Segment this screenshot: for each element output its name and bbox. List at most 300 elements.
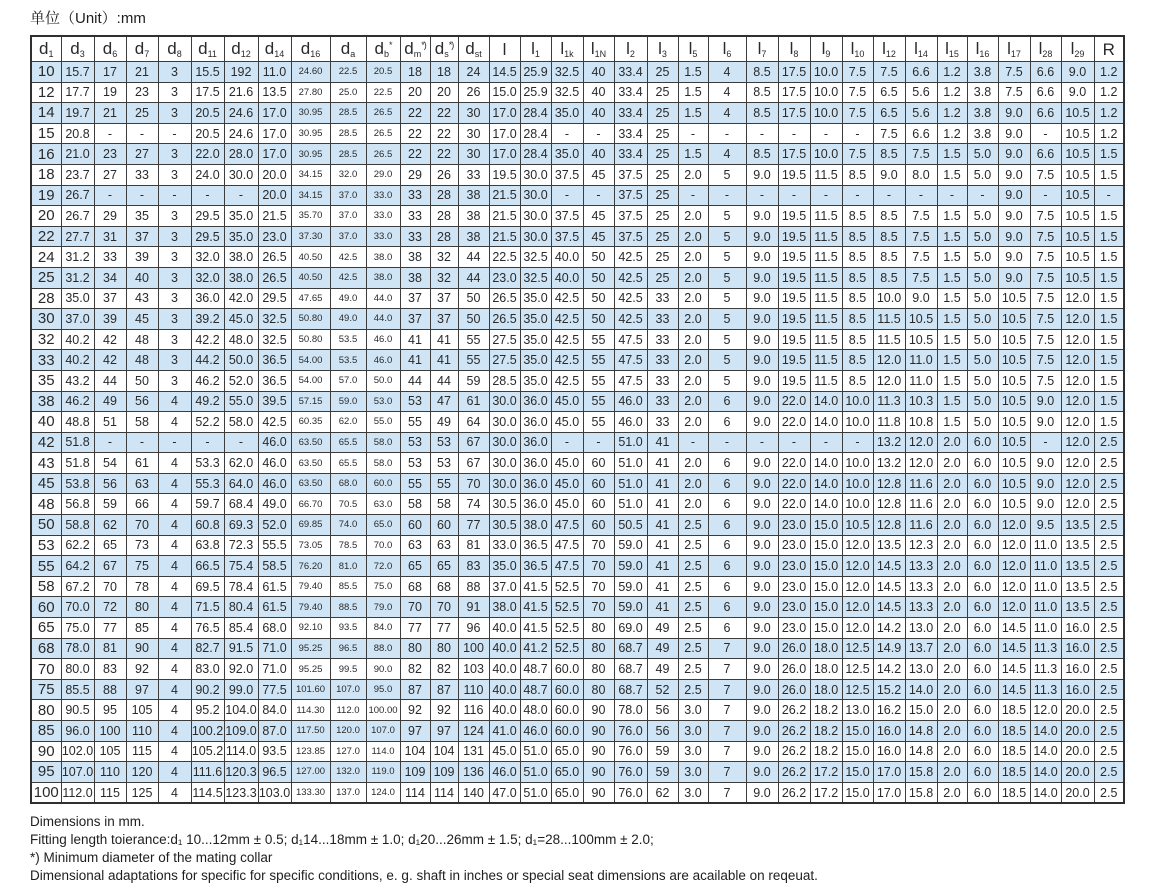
cell-d1: 60 <box>31 597 61 618</box>
cell-db: 20.5 <box>366 62 400 83</box>
cell-l28: 14.0 <box>1030 721 1061 742</box>
cell-l5: 2.0 <box>678 453 708 474</box>
cell-l14: 6.6 <box>905 123 937 144</box>
cell-l3: 25 <box>647 144 678 165</box>
cell-l15: 1.5 <box>937 329 967 350</box>
cell-l5: 2.0 <box>678 226 708 247</box>
cell-l9: 11.5 <box>810 309 842 330</box>
cell-l14: 12.3 <box>905 535 937 556</box>
col-header-dst: $d_{st}$ <box>458 36 489 62</box>
cell-db: 38.0 <box>366 247 400 268</box>
cell-r: 2.5 <box>1094 762 1124 783</box>
cell-d14: 58.5 <box>258 556 291 577</box>
cell-da: 37.0 <box>330 185 366 206</box>
cell-d7: - <box>126 123 158 144</box>
cell-d11: 32.0 <box>191 267 224 288</box>
cell-d16: 63.50 <box>291 432 330 453</box>
cell-dm: 68 <box>400 576 430 597</box>
cell-l29: 12.0 <box>1061 391 1094 412</box>
cell-da: 107.0 <box>330 679 366 700</box>
cell-d14: 17.0 <box>258 103 291 124</box>
cell-l6: 6 <box>708 556 746 577</box>
cell-d8: 3 <box>158 329 191 350</box>
cell-dm: 77 <box>400 618 430 639</box>
cell-da: 96.5 <box>330 638 366 659</box>
cell-l3: 25 <box>647 164 678 185</box>
cell-l29: 10.5 <box>1061 123 1094 144</box>
cell-da: 53.5 <box>330 350 366 371</box>
cell-l17: 14.5 <box>998 638 1030 659</box>
cell-l5: 2.0 <box>678 288 708 309</box>
cell-l29: 9.0 <box>1061 62 1094 83</box>
cell-l1: 35.0 <box>520 329 551 350</box>
cell-d6: 17 <box>94 62 126 83</box>
cell-l3: 41 <box>647 432 678 453</box>
cell-l7: 9.0 <box>746 700 778 721</box>
col-header-r: R <box>1094 36 1124 62</box>
cell-l1k: 52.5 <box>551 597 583 618</box>
cell-d6: 29 <box>94 206 126 227</box>
cell-l17: 10.5 <box>998 432 1030 453</box>
cell-l8: 19.5 <box>778 164 810 185</box>
cell-db: 75.0 <box>366 576 400 597</box>
cell-l1k: 42.5 <box>551 370 583 391</box>
cell-l9: 10.0 <box>810 103 842 124</box>
cell-l15: - <box>937 185 967 206</box>
cell-d3: 40.2 <box>61 350 94 371</box>
cell-l14: 14.8 <box>905 741 937 762</box>
cell-l3: 41 <box>647 576 678 597</box>
cell-db: 29.0 <box>366 164 400 185</box>
cell-d3: 102.0 <box>61 741 94 762</box>
cell-d16: 114.30 <box>291 700 330 721</box>
cell-l29: 12.0 <box>1061 309 1094 330</box>
cell-db: 58.0 <box>366 453 400 474</box>
cell-d7: 43 <box>126 288 158 309</box>
cell-d14: 71.0 <box>258 659 291 680</box>
cell-l28: 11.0 <box>1030 556 1061 577</box>
cell-l1n: - <box>583 123 614 144</box>
cell-d16: 37.30 <box>291 226 330 247</box>
cell-l1: 48.7 <box>520 659 551 680</box>
cell-l3: 41 <box>647 494 678 515</box>
cell-l16: 5.0 <box>967 412 998 433</box>
cell-l2: 37.5 <box>614 206 647 227</box>
cell-d6: - <box>94 432 126 453</box>
cell-l15: 2.0 <box>937 576 967 597</box>
cell-l1k: 45.0 <box>551 494 583 515</box>
cell-d7: 48 <box>126 329 158 350</box>
cell-l9: 14.0 <box>810 473 842 494</box>
cell-d16: 101.60 <box>291 679 330 700</box>
cell-l1: 30.0 <box>520 164 551 185</box>
col-header-d1: $d_1$ <box>31 36 61 62</box>
cell-l8: 26.0 <box>778 679 810 700</box>
cell-d3: 21.0 <box>61 144 94 165</box>
cell-l5: 3.0 <box>678 700 708 721</box>
cell-d16: 57.15 <box>291 391 330 412</box>
cell-d8: 3 <box>158 206 191 227</box>
cell-l1k: 35.0 <box>551 144 583 165</box>
cell-d6: 105 <box>94 741 126 762</box>
cell-d6: 59 <box>94 494 126 515</box>
cell-d16: 35.70 <box>291 206 330 227</box>
col-header-dm: $d_m^{*)}$ <box>400 36 430 62</box>
cell-d6: 33 <box>94 247 126 268</box>
cell-l1n: 60 <box>583 473 614 494</box>
cell-l2: 46.0 <box>614 391 647 412</box>
cell-l14: 15.0 <box>905 700 937 721</box>
cell-d14: 68.0 <box>258 618 291 639</box>
cell-l1k: 35.0 <box>551 103 583 124</box>
cell-l1: 30.0 <box>520 185 551 206</box>
cell-l6: 7 <box>708 659 746 680</box>
cell-ds: 77 <box>430 618 458 639</box>
cell-l6: 7 <box>708 638 746 659</box>
cell-l: 15.0 <box>489 82 520 103</box>
cell-l17: 9.0 <box>998 206 1030 227</box>
cell-r: 1.5 <box>1094 247 1124 268</box>
cell-l28: 12.0 <box>1030 700 1061 721</box>
cell-dst: 64 <box>458 412 489 433</box>
cell-da: 99.5 <box>330 659 366 680</box>
cell-l29: 12.0 <box>1061 453 1094 474</box>
cell-l16: 6.0 <box>967 494 998 515</box>
cell-da: 42.5 <box>330 247 366 268</box>
cell-l7: 9.0 <box>746 350 778 371</box>
table-row-d1-18 <box>31 164 1124 185</box>
cell-l14: 13.3 <box>905 597 937 618</box>
col-header-d12: $d_{12}$ <box>224 36 258 62</box>
cell-d1: 40 <box>31 412 61 433</box>
cell-d11: 20.5 <box>191 123 224 144</box>
cell-l8: 19.5 <box>778 370 810 391</box>
cell-l16: 5.0 <box>967 288 998 309</box>
cell-dst: 61 <box>458 391 489 412</box>
cell-l10: 7.5 <box>842 82 873 103</box>
cell-d14: 46.0 <box>258 432 291 453</box>
cell-d12: 64.0 <box>224 473 258 494</box>
cell-l17: 12.0 <box>998 576 1030 597</box>
cell-d8: 3 <box>158 247 191 268</box>
col-header-l17: $l_{17}$ <box>998 36 1030 62</box>
cell-l1n: 90 <box>583 782 614 803</box>
cell-d3: 58.8 <box>61 515 94 536</box>
cell-l1: 46.0 <box>520 721 551 742</box>
cell-l1n: 90 <box>583 762 614 783</box>
cell-l10: 12.0 <box>842 597 873 618</box>
cell-d11: 44.2 <box>191 350 224 371</box>
cell-l15: 1.5 <box>937 247 967 268</box>
cell-d1: 18 <box>31 164 61 185</box>
cell-d12: - <box>224 432 258 453</box>
cell-l12: 16.0 <box>873 741 905 762</box>
cell-l1n: 45 <box>583 226 614 247</box>
cell-d7: 58 <box>126 412 158 433</box>
cell-d6: 110 <box>94 762 126 783</box>
table-row-d1-35 <box>31 370 1124 391</box>
cell-d8: 4 <box>158 473 191 494</box>
cell-d12: 104.0 <box>224 700 258 721</box>
col-header-l15: $l_{15}$ <box>937 36 967 62</box>
cell-l28: 11.0 <box>1030 597 1061 618</box>
cell-l8: 19.5 <box>778 329 810 350</box>
cell-l: 27.5 <box>489 329 520 350</box>
cell-l8: 23.0 <box>778 618 810 639</box>
cell-l14: 7.5 <box>905 144 937 165</box>
cell-l2: 42.5 <box>614 267 647 288</box>
cell-l16: 6.0 <box>967 515 998 536</box>
cell-d7: 33 <box>126 164 158 185</box>
cell-l28: 6.6 <box>1030 103 1061 124</box>
cell-d16: 54.00 <box>291 370 330 391</box>
cell-l1n: 80 <box>583 679 614 700</box>
cell-l12: 14.9 <box>873 638 905 659</box>
cell-l8: 22.0 <box>778 494 810 515</box>
cell-l5: 2.0 <box>678 391 708 412</box>
cell-d8: 3 <box>158 62 191 83</box>
cell-l6: - <box>708 432 746 453</box>
cell-l28: 7.5 <box>1030 370 1061 391</box>
cell-d14: 26.5 <box>258 267 291 288</box>
cell-l29: 13.5 <box>1061 535 1094 556</box>
cell-l6: 5 <box>708 309 746 330</box>
cell-l2: 42.5 <box>614 309 647 330</box>
cell-ds: 26 <box>430 164 458 185</box>
cell-l5: 2.5 <box>678 597 708 618</box>
cell-l15: 2.0 <box>937 762 967 783</box>
cell-l6: 5 <box>708 247 746 268</box>
cell-l1: 32.5 <box>520 247 551 268</box>
cell-l16: 3.8 <box>967 62 998 83</box>
cell-l12: 15.2 <box>873 679 905 700</box>
cell-l12: 6.5 <box>873 103 905 124</box>
col-header-l: l <box>489 36 520 62</box>
cell-l1n: 45 <box>583 206 614 227</box>
cell-l9: 15.0 <box>810 618 842 639</box>
cell-l1: 25.9 <box>520 82 551 103</box>
cell-l29: 12.0 <box>1061 329 1094 350</box>
cell-d8: 4 <box>158 762 191 783</box>
cell-l14: 7.5 <box>905 206 937 227</box>
cell-dm: 22 <box>400 144 430 165</box>
cell-dm: 53 <box>400 453 430 474</box>
cell-l8: 17.5 <box>778 82 810 103</box>
cell-d1: 32 <box>31 329 61 350</box>
cell-d6: 42 <box>94 350 126 371</box>
cell-d11: 82.7 <box>191 638 224 659</box>
cell-l17: 9.0 <box>998 123 1030 144</box>
cell-l1n: 80 <box>583 618 614 639</box>
cell-ds: 97 <box>430 721 458 742</box>
cell-l9: 11.5 <box>810 206 842 227</box>
cell-l6: 6 <box>708 412 746 433</box>
cell-l28: 14.0 <box>1030 762 1061 783</box>
cell-d12: 78.4 <box>224 576 258 597</box>
cell-d3: 31.2 <box>61 247 94 268</box>
cell-l28: 11.0 <box>1030 535 1061 556</box>
cell-l5: 3.0 <box>678 741 708 762</box>
cell-d11: 52.2 <box>191 412 224 433</box>
cell-l2: 69.0 <box>614 618 647 639</box>
cell-l10: - <box>842 123 873 144</box>
cell-d11: 105.2 <box>191 741 224 762</box>
cell-l14: 10.8 <box>905 412 937 433</box>
cell-l1k: 42.5 <box>551 309 583 330</box>
cell-dm: 92 <box>400 700 430 721</box>
cell-d1: 30 <box>31 309 61 330</box>
cell-d7: 21 <box>126 62 158 83</box>
cell-d11: - <box>191 432 224 453</box>
cell-dm: 55 <box>400 473 430 494</box>
cell-d8: 4 <box>158 700 191 721</box>
cell-d3: 62.2 <box>61 535 94 556</box>
table-row-d1-42 <box>31 432 1124 453</box>
cell-d14: 23.0 <box>258 226 291 247</box>
cell-dst: 70 <box>458 473 489 494</box>
cell-l15: 1.5 <box>937 206 967 227</box>
cell-d3: 56.8 <box>61 494 94 515</box>
cell-d11: 63.8 <box>191 535 224 556</box>
table-row-d1-68 <box>31 638 1124 659</box>
cell-ds: 58 <box>430 494 458 515</box>
cell-l7: 9.0 <box>746 535 778 556</box>
cell-d1: 42 <box>31 432 61 453</box>
cell-da: 112.0 <box>330 700 366 721</box>
cell-l16: 5.0 <box>967 350 998 371</box>
cell-l16: 5.0 <box>967 370 998 391</box>
cell-l12: 14.5 <box>873 556 905 577</box>
cell-d7: 97 <box>126 679 158 700</box>
cell-l10: 10.0 <box>842 412 873 433</box>
cell-r: 2.5 <box>1094 741 1124 762</box>
cell-ds: 109 <box>430 762 458 783</box>
cell-d11: 17.5 <box>191 82 224 103</box>
cell-l12: 12.8 <box>873 494 905 515</box>
cell-d14: 20.0 <box>258 164 291 185</box>
cell-l12: 8.5 <box>873 247 905 268</box>
cell-da: 37.0 <box>330 226 366 247</box>
cell-ds: 37 <box>430 309 458 330</box>
cell-l15: 2.0 <box>937 721 967 742</box>
cell-dm: 20 <box>400 82 430 103</box>
cell-dm: 55 <box>400 412 430 433</box>
cell-l8: 23.0 <box>778 535 810 556</box>
cell-d11: 24.0 <box>191 164 224 185</box>
cell-l5: - <box>678 432 708 453</box>
cell-dst: 110 <box>458 679 489 700</box>
cell-l1n: 55 <box>583 329 614 350</box>
cell-l3: 33 <box>647 350 678 371</box>
cell-l29: 10.5 <box>1061 247 1094 268</box>
table-row-d1-80 <box>31 700 1124 721</box>
table-row-d1-70 <box>31 659 1124 680</box>
cell-l28: 6.6 <box>1030 82 1061 103</box>
cell-l16: 6.0 <box>967 700 998 721</box>
cell-d12: 99.0 <box>224 679 258 700</box>
cell-l1: 25.9 <box>520 62 551 83</box>
cell-d6: 44 <box>94 370 126 391</box>
cell-l5: - <box>678 123 708 144</box>
cell-l15: 1.5 <box>937 164 967 185</box>
cell-d12: 21.6 <box>224 82 258 103</box>
cell-r: 1.5 <box>1094 391 1124 412</box>
cell-l28: 7.5 <box>1030 309 1061 330</box>
cell-l10: 8.5 <box>842 226 873 247</box>
cell-l1n: 45 <box>583 164 614 185</box>
cell-d3: 19.7 <box>61 103 94 124</box>
cell-ds: 49 <box>430 412 458 433</box>
cell-l: 21.5 <box>489 185 520 206</box>
cell-l5: 2.0 <box>678 247 708 268</box>
cell-l1: 36.0 <box>520 412 551 433</box>
cell-l10: 8.5 <box>842 309 873 330</box>
cell-d6: 27 <box>94 164 126 185</box>
cell-dm: 41 <box>400 350 430 371</box>
cell-l6: 7 <box>708 741 746 762</box>
cell-l12: 13.2 <box>873 453 905 474</box>
cell-dm: 44 <box>400 370 430 391</box>
cell-d1: 10 <box>31 62 61 83</box>
cell-d3: 20.8 <box>61 123 94 144</box>
cell-d7: 73 <box>126 535 158 556</box>
cell-l1k: 40.0 <box>551 247 583 268</box>
cell-l1k: 47.5 <box>551 535 583 556</box>
cell-l17: 10.5 <box>998 370 1030 391</box>
cell-d11: 111.6 <box>191 762 224 783</box>
cell-d12: 55.0 <box>224 391 258 412</box>
cell-l1: 35.0 <box>520 370 551 391</box>
cell-d1: 68 <box>31 638 61 659</box>
cell-l17: 14.5 <box>998 618 1030 639</box>
cell-d8: 3 <box>158 267 191 288</box>
cell-d12: 109.0 <box>224 721 258 742</box>
cell-l12: 11.3 <box>873 391 905 412</box>
cell-d12: 72.3 <box>224 535 258 556</box>
cell-l12: 12.0 <box>873 370 905 391</box>
cell-d7: 25 <box>126 103 158 124</box>
cell-l: 17.0 <box>489 103 520 124</box>
cell-l16: 6.0 <box>967 432 998 453</box>
cell-d7: 125 <box>126 782 158 803</box>
cell-r: - <box>1094 185 1124 206</box>
cell-l17: 10.5 <box>998 473 1030 494</box>
cell-l9: 18.0 <box>810 659 842 680</box>
cell-l17: 18.5 <box>998 700 1030 721</box>
cell-l14: 11.0 <box>905 350 937 371</box>
cell-d3: 75.0 <box>61 618 94 639</box>
cell-l1n: 50 <box>583 288 614 309</box>
cell-d16: 117.50 <box>291 721 330 742</box>
cell-l8: 26.2 <box>778 721 810 742</box>
cell-l28: 11.0 <box>1030 576 1061 597</box>
cell-l3: 25 <box>647 206 678 227</box>
cell-l28: - <box>1030 123 1061 144</box>
cell-d14: 11.0 <box>258 62 291 83</box>
cell-l8: 19.5 <box>778 288 810 309</box>
cell-l: 30.0 <box>489 432 520 453</box>
cell-d8: - <box>158 185 191 206</box>
cell-l2: 37.5 <box>614 226 647 247</box>
cell-l29: 20.0 <box>1061 762 1094 783</box>
cell-ds: 92 <box>430 700 458 721</box>
cell-l1k: 42.5 <box>551 350 583 371</box>
table-row-d1-15 <box>31 123 1124 144</box>
cell-d8: 4 <box>158 515 191 536</box>
cell-l2: 76.0 <box>614 762 647 783</box>
cell-l14: 11.6 <box>905 473 937 494</box>
cell-l3: 25 <box>647 62 678 83</box>
